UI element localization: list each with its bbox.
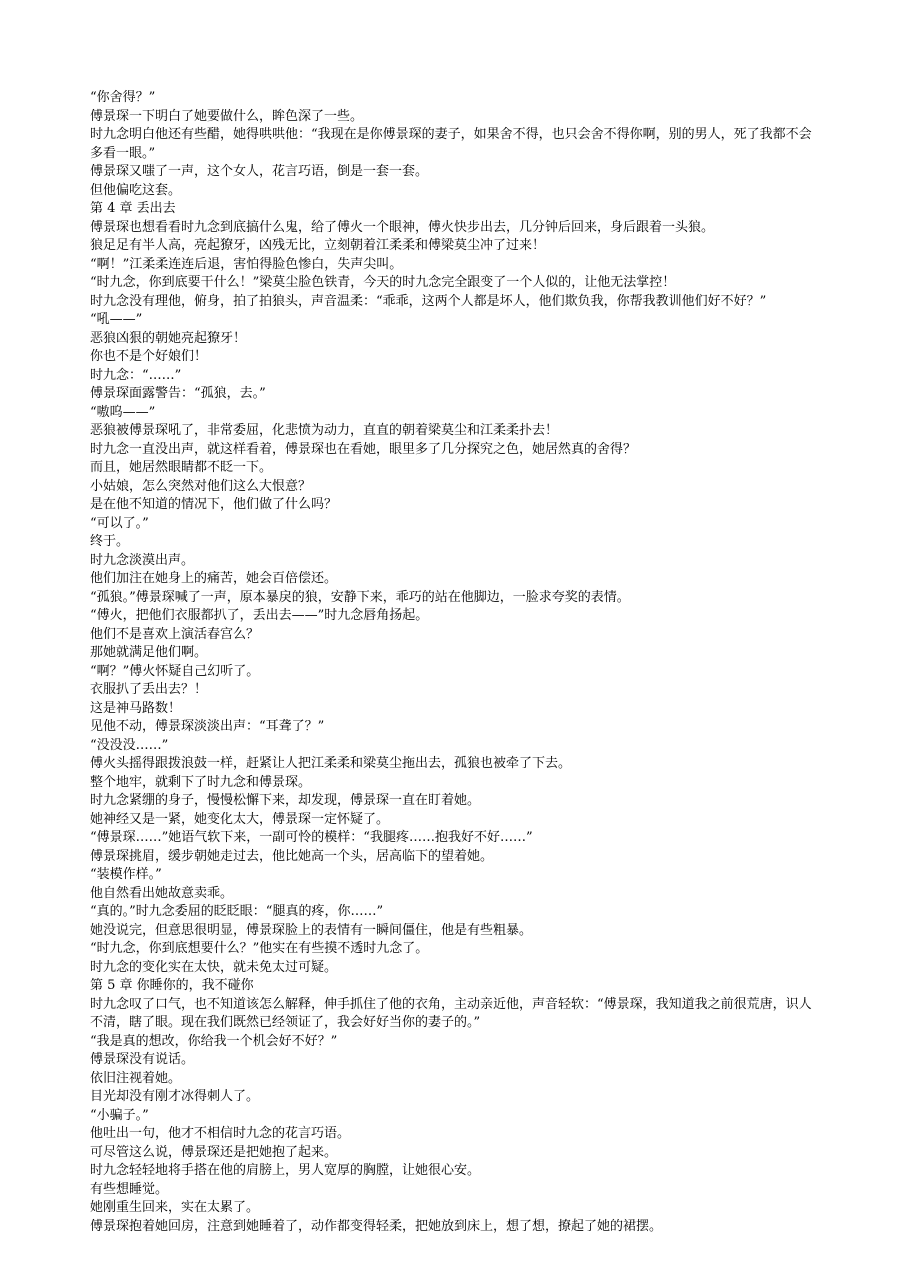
text-line: “吼——”: [90, 312, 143, 327]
text-line: “时九念，你到底想要什么？”他实在有些摸不透时九念了。: [90, 941, 429, 956]
text-line: 目光却没有刚才冰得刺人了。: [90, 1089, 260, 1104]
text-line: 时九念一直没出声，就这样看着，傅景琛也在看她，眼里多了几分探究之色，她居然真的舍得？: [90, 441, 637, 457]
text-line: 整个地牢，就剩下了时九念和傅景琛。: [90, 774, 312, 790]
chapter-heading: 第 5 章 你睡你的，我不碰你: [90, 978, 254, 993]
text-line: 傅景琛面露警告：“孤狼，去。”: [90, 386, 266, 401]
text-line: 傅火头摇得跟拨浪鼓一样，赶紧让人把江柔柔和梁莫尘拖出去，孤狼也被牵了下去。: [90, 756, 572, 771]
text-line: 时九念紧绷的身子，慢慢松懈下来，却发现，傅景琛一直在盯着她。: [90, 793, 481, 808]
text-line: 衣服扒了丢出去？！: [90, 682, 208, 697]
text-line: 傅景琛挑眉，缓步朝她走过去，他比她高一个头，居高临下的望着她。: [90, 848, 494, 864]
text-line: 这是神马路数！: [90, 700, 182, 716]
text-line: 他吐出一句，他才不相信时九念的花言巧语。: [90, 1126, 351, 1141]
text-line: “可以了。”: [90, 515, 149, 531]
text-line: “我是真的想改，你给我一个机会好不好？”: [90, 1033, 338, 1049]
text-line: 时九念明白他还有些醋，她得哄哄他：“我现在是你傅景琛的妻子，如果舍不得，也只会舍不得你啊，别的男人，死了我都不会多看一眼。”: [90, 127, 812, 161]
text-line: 他自然看出她故意卖乖。: [90, 885, 234, 901]
text-line: 傅景琛一下明白了她要做什么，眸色深了一些。: [90, 108, 364, 124]
document-body: [90, 89, 818, 1236]
text-line: 终于。: [90, 534, 130, 549]
text-line: 而且，她居然眼睛都不眨一下。: [90, 460, 273, 475]
text-line: “傅火，把他们衣服都扒了，丢出去——”时九念唇角扬起。: [90, 608, 429, 623]
text-line: 时九念轻轻地将手搭在他的肩膀上，男人宽厚的胸膛，让她很心安。: [90, 1163, 481, 1178]
text-line: 依旧注视着她。: [90, 1070, 182, 1086]
text-line: 见他不动，傅景琛淡淡出声：“耳聋了？”: [90, 719, 325, 734]
text-line: “你舍得？”: [90, 90, 156, 105]
text-line: 她刚重生回来，实在太累了。: [90, 1200, 260, 1215]
text-line: 你也不是个好娘们！: [90, 349, 208, 364]
text-line: 时九念的变化实在太快，就未免太过可疑。: [90, 959, 338, 975]
text-line: “没没没……”: [90, 737, 169, 753]
text-line: 恶狼凶狠的朝她亮起獠牙！: [90, 330, 247, 346]
text-line: 他们不是喜欢上演活春宫么？: [90, 626, 260, 642]
text-line: “嗷呜——”: [90, 404, 156, 420]
text-line: 时九念：“……”: [90, 367, 182, 383]
text-line: 傅景琛抱着她回房，注意到她睡着了，动作都变得轻柔，把她放到床上，想了想，撩起了她的裙摆。: [90, 1218, 663, 1234]
text-line: “真的。”时九念委屈的眨眨眼：“腿真的疼，你……”: [90, 904, 384, 919]
text-line: 可尽管这么说，傅景琛还是把她抱了起来。: [90, 1144, 338, 1160]
text-line: 恶狼被傅景琛吼了，非常委屈，化悲愤为动力，直直的朝着梁莫尘和江柔柔扑去！: [90, 423, 559, 438]
text-line: 有些想睡觉。: [90, 1181, 169, 1197]
text-line: 时九念没有理他，俯身，拍了拍狼头，声音温柔：“乖乖，这两个人都是坏人，他们欺负我，你帮我教训他们好不好？”: [90, 293, 767, 309]
text-line: 但他偏吃这套。: [90, 182, 182, 198]
text-line: “啊？”傅火怀疑自己幻听了。: [90, 663, 260, 679]
text-line: 时九念叹了口气，也不知道该怎么解释，伸手抓住了他的衣角，主动亲近他，声音轻软：“傅景琛，我知道我之前很荒唐，识人不清，瞎了眼。现在我们既然已经领证了，我会好好当你的妻子的。”: [90, 996, 812, 1030]
text-line: 傅景琛又嗤了一声，这个女人，花言巧语，倒是一套一套。: [90, 164, 429, 179]
text-line: 傅景琛没有说话。: [90, 1052, 195, 1067]
text-line: 她神经又是一紧，她变化太大，傅景琛一定怀疑了。: [90, 811, 390, 827]
text-line: 傅景琛也想看看时九念到底搞什么鬼，给了傅火一个眼神，傅火快步出去，几分钟后回来，身后跟着一头狼。: [90, 219, 715, 235]
text-line: 时九念淡漠出声。: [90, 552, 195, 568]
text-line: 她没说完，但意思很明显，傅景琛脸上的表情有一瞬间僵住，他是有些粗暴。: [90, 922, 533, 938]
text-line: “啊！”江柔柔连连后退，害怕得脸色惨白，失声尖叫。: [90, 256, 403, 272]
text-line: “小骗子。”: [90, 1107, 149, 1123]
text-line: 他们加注在她身上的痛苦，她会百倍偿还。: [90, 571, 338, 586]
text-line: 那她就满足他们啊。: [90, 645, 208, 660]
text-line: “时九念，你到底要干什么！”梁莫尘脸色铁青，今天的时九念完全跟变了一个人似的，让他无法掌控！: [90, 275, 676, 290]
text-line: 是在他不知道的情况下，他们做了什么吗？: [90, 497, 338, 512]
text-line: “装模作样。”: [90, 867, 162, 882]
text-line: “孤狼。”傅景琛喊了一声，原本暴戾的狼，安静下来，乖巧的站在他脚边，一脸求夸奖的表情。: [90, 589, 630, 605]
text-line: 狼足足有半人高，亮起獠牙，凶残无比，立刻朝着江柔柔和傅梁莫尘冲了过来！: [90, 238, 546, 253]
text-line: “傅景琛……”她语气软下来，一副可怜的模样：“我腿疼……抱我好不好……”: [90, 830, 533, 845]
text-line: 小姑娘，怎么突然对他们这么大恨意？: [90, 478, 312, 494]
chapter-heading: 第 4 章 丢出去: [90, 201, 176, 216]
